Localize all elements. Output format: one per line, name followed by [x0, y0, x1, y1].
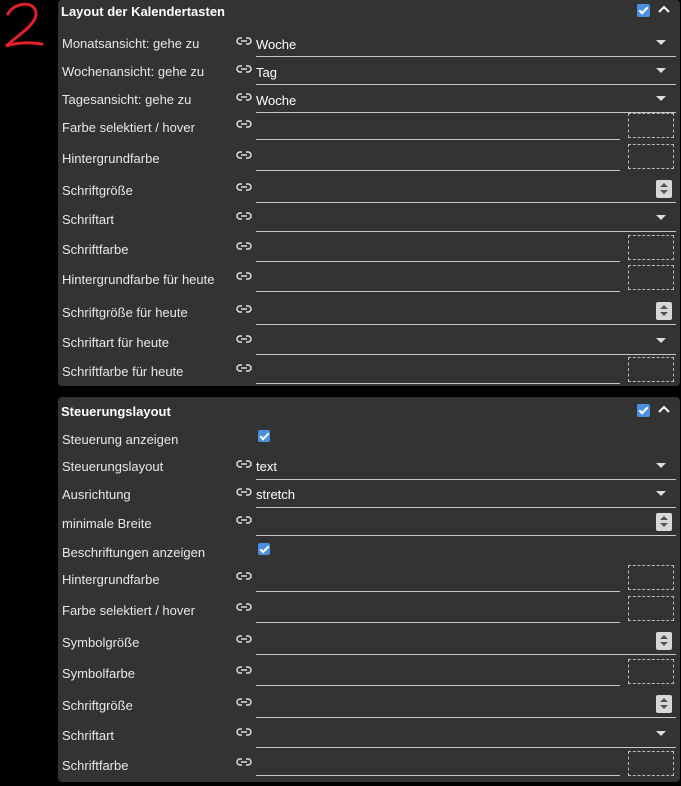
panel-calendar-buttons — [58, 0, 680, 386]
row-label: Schriftgröße — [62, 698, 133, 713]
color-input[interactable] — [256, 144, 620, 171]
link-icon[interactable] — [236, 36, 252, 46]
link-icon[interactable] — [236, 602, 252, 612]
link-icon[interactable] — [236, 727, 252, 737]
link-icon[interactable] — [236, 697, 252, 707]
link-icon[interactable] — [236, 363, 252, 373]
chevron-up-icon[interactable] — [656, 1, 672, 17]
row-label: Hintergrundfarbe für heute — [62, 272, 215, 287]
select-value: Woche — [256, 37, 297, 52]
row-month-view — [58, 30, 680, 58]
color-input[interactable] — [256, 113, 620, 140]
chevron-down-icon — [656, 96, 666, 101]
chevron-up-icon[interactable] — [656, 401, 672, 417]
select-value: text — [256, 459, 277, 474]
select-field[interactable] — [256, 481, 676, 508]
number-input[interactable] — [256, 509, 676, 536]
select-field[interactable] — [256, 86, 676, 113]
link-icon[interactable] — [236, 271, 252, 281]
number-input[interactable] — [256, 176, 676, 203]
chevron-down-icon — [656, 215, 666, 220]
stepper-icon[interactable] — [656, 180, 672, 198]
row-today-background — [58, 265, 680, 293]
color-swatch[interactable] — [628, 235, 674, 260]
color-input[interactable] — [256, 565, 620, 592]
select-field[interactable] — [256, 30, 676, 57]
show-controls-checkbox[interactable] — [258, 430, 270, 442]
row-label: Schriftart — [62, 728, 115, 743]
select-field[interactable] — [256, 721, 676, 748]
color-input[interactable] — [256, 265, 620, 292]
link-icon[interactable] — [236, 64, 252, 74]
stepper-icon[interactable] — [656, 632, 672, 650]
number-input[interactable] — [256, 628, 676, 655]
color-swatch[interactable] — [628, 659, 674, 684]
row-control-layout — [58, 453, 680, 481]
row-selected-color — [58, 113, 680, 141]
row-label: Schriftgröße für heute — [62, 305, 188, 320]
row-background-color — [58, 565, 680, 593]
row-font-size — [58, 691, 680, 719]
link-icon[interactable] — [236, 119, 252, 129]
row-label: Schriftfarbe — [62, 242, 129, 257]
color-swatch[interactable] — [628, 596, 674, 621]
row-label: Schriftart für heute — [62, 335, 169, 350]
link-icon[interactable] — [236, 182, 252, 192]
row-today-font-size — [58, 298, 680, 326]
row-label: Steuerungslayout — [62, 459, 164, 474]
stepper-icon[interactable] — [656, 302, 672, 320]
color-input[interactable] — [256, 357, 620, 384]
chevron-down-icon — [656, 731, 666, 736]
select-value: stretch — [256, 487, 296, 502]
row-today-font-family — [58, 328, 680, 356]
chevron-down-icon — [656, 491, 666, 496]
chevron-down-icon — [656, 338, 666, 343]
panel-control-layout — [58, 397, 680, 782]
number-input[interactable] — [256, 691, 676, 718]
row-background-color — [58, 144, 680, 172]
select-field[interactable] — [256, 58, 676, 85]
select-value: Tag — [256, 65, 277, 80]
link-icon[interactable] — [236, 487, 252, 497]
row-font-color — [58, 751, 680, 779]
row-label: Hintergrundfarbe — [62, 151, 160, 166]
stepper-icon[interactable] — [656, 695, 672, 713]
row-label: Wochenansicht: gehe zu — [62, 64, 205, 79]
row-font-family — [58, 721, 680, 749]
link-icon[interactable] — [236, 757, 252, 767]
row-icon-size — [58, 628, 680, 656]
row-alignment — [58, 481, 680, 509]
row-label: Schriftfarbe für heute — [62, 364, 184, 379]
row-label: Symbolfarbe — [62, 666, 135, 681]
color-input[interactable] — [256, 235, 620, 262]
row-label: Schriftfarbe — [62, 758, 129, 773]
link-icon[interactable] — [236, 211, 252, 221]
link-icon[interactable] — [236, 665, 252, 675]
row-label: Tagesansicht: gehe zu — [62, 92, 192, 107]
row-show-labels — [58, 539, 680, 567]
row-font-size — [58, 176, 680, 204]
handwritten-number-annotation — [0, 0, 56, 60]
row-icon-color — [58, 659, 680, 687]
row-label: minimale Breite — [62, 516, 152, 531]
link-icon[interactable] — [236, 304, 252, 314]
row-font-color — [58, 235, 680, 263]
row-label: Monatsansicht: gehe zu — [62, 36, 200, 51]
row-label: Steuerung anzeigen — [62, 432, 179, 447]
link-icon[interactable] — [236, 515, 252, 525]
row-font-family — [58, 205, 680, 233]
chevron-down-icon — [656, 68, 666, 73]
color-input[interactable] — [256, 751, 620, 776]
color-swatch[interactable] — [628, 144, 674, 169]
color-swatch[interactable] — [628, 113, 674, 138]
row-label: Farbe selektiert / hover — [62, 603, 195, 618]
row-label: Ausrichtung — [62, 487, 131, 502]
link-icon[interactable] — [236, 150, 252, 160]
row-selected-color — [58, 596, 680, 624]
color-swatch[interactable] — [628, 565, 674, 590]
number-input[interactable] — [256, 298, 676, 325]
link-icon[interactable] — [236, 241, 252, 251]
row-week-view — [58, 58, 680, 86]
row-min-width — [58, 509, 680, 537]
row-show-controls — [58, 426, 680, 454]
color-input[interactable] — [256, 596, 620, 623]
color-swatch[interactable] — [628, 357, 674, 382]
color-swatch[interactable] — [628, 751, 674, 776]
row-label: Farbe selektiert / hover — [62, 120, 195, 135]
row-day-view — [58, 86, 680, 114]
row-label: Symbolgröße — [62, 635, 140, 650]
panel-enable-checkbox[interactable] — [637, 404, 650, 417]
panel-enable-checkbox[interactable] — [637, 4, 650, 17]
link-icon[interactable] — [236, 571, 252, 581]
color-input[interactable] — [256, 659, 620, 686]
row-label: Schriftart — [62, 212, 115, 227]
select-field[interactable] — [256, 453, 676, 480]
panel-title: Layout der Kalendertasten — [61, 4, 225, 19]
chevron-down-icon — [656, 40, 666, 45]
select-field[interactable] — [256, 205, 676, 232]
link-icon[interactable] — [236, 634, 252, 644]
row-today-font-color — [58, 357, 680, 385]
link-icon[interactable] — [236, 92, 252, 102]
row-label: Beschriftungen anzeigen — [62, 545, 206, 560]
chevron-down-icon — [656, 463, 666, 468]
link-icon[interactable] — [236, 459, 252, 469]
link-icon[interactable] — [236, 334, 252, 344]
panel-title: Steuerungslayout — [61, 404, 171, 419]
select-value: Woche — [256, 93, 297, 108]
color-swatch[interactable] — [628, 265, 674, 290]
row-label: Schriftgröße — [62, 183, 133, 198]
show-labels-checkbox[interactable] — [258, 543, 270, 555]
select-field[interactable] — [256, 328, 676, 355]
row-label: Hintergrundfarbe — [62, 572, 160, 587]
stepper-icon[interactable] — [656, 513, 672, 531]
